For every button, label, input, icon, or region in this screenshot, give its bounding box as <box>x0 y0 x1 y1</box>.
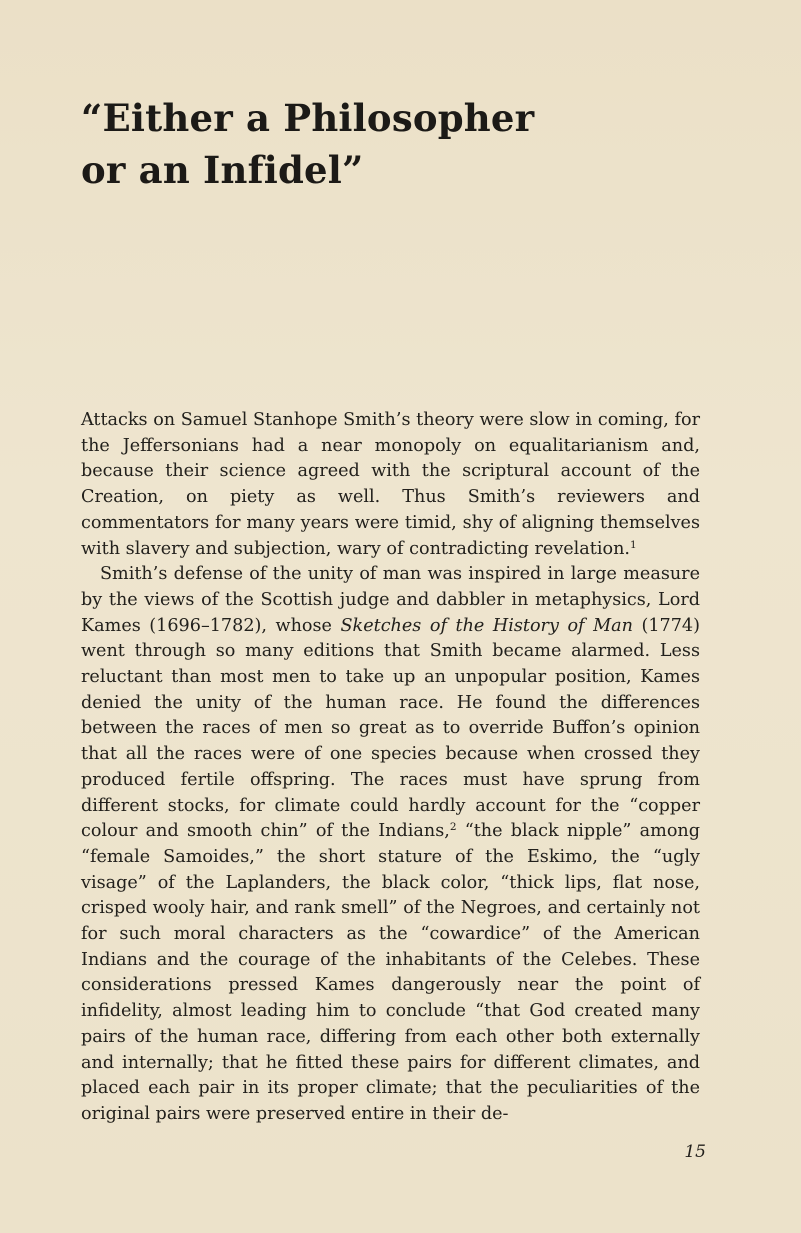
paragraph-2 <box>81 562 700 1127</box>
chapter-title-line-1: “Either a Philosopher <box>81 96 535 140</box>
chapter-title <box>81 92 721 196</box>
paragraph-1 <box>81 408 700 562</box>
paragraph-2-text-a: Smith’s defense of the unity of man was inspired in large measure by the views of the Scottish judge and dabbler in metaphysics, Lord Kames (1696–1782), whose <box>81 564 700 636</box>
chapter-title-line-2: or an Infidel” <box>81 148 364 192</box>
paragraph-2-text-b: (1774) went through so many editions that Smith became alarmed. Less reluctant than most men to take up an unpopular position, Kames denied the unity of the human race. He found the differences between the races of men so great as to override Buffon’s opinion that all the races were of one species because when crossed they produced fertile offspring. The races must have sprung from different stocks, for climate could hardly account for the “copper colour and smooth chin” of the Indians, <box>81 615 700 842</box>
page-number: 15 <box>684 1142 706 1162</box>
footnote-ref-1: 1 <box>630 538 637 551</box>
paragraph-2-text-c: “the black nipple” among “female Samoides,” the short stature of the Eskimo, the “ugly visage” of the Laplanders, the black color, “thick lips, flat nose, crisped wooly hair, and rank smell” of the Negroes, and certainly not for such moral characters as the “cowardice” of the American Indians and the courage of the inhabitants of the Celebes. These considerations pressed Kames dangerously near the point of infidelity, almost leading him to conclude “that God created many pairs of the human race, differing from each other both externally and internally; that he fitted these pairs for different climates, and placed each pair in its proper climate; that the peculiarities of the original pairs were preserved entire in their de- <box>81 821 700 1124</box>
body-text <box>81 408 700 1128</box>
paragraph-1-text: Attacks on Samuel Stanhope Smith’s theory were slow in coming, for the Jeffersonians had a near monopoly on equalitarianism and, because their science agreed with the scriptural account of the Creation, on piety as well. Thus Smith’s reviewers and commentators for many years were timid, shy of aligning themselves with slavery and subjection, wary of contradicting revelation. <box>81 410 700 559</box>
footnote-ref-2: 2 <box>449 821 457 834</box>
book-title: Sketches of the History of Man <box>340 615 633 636</box>
